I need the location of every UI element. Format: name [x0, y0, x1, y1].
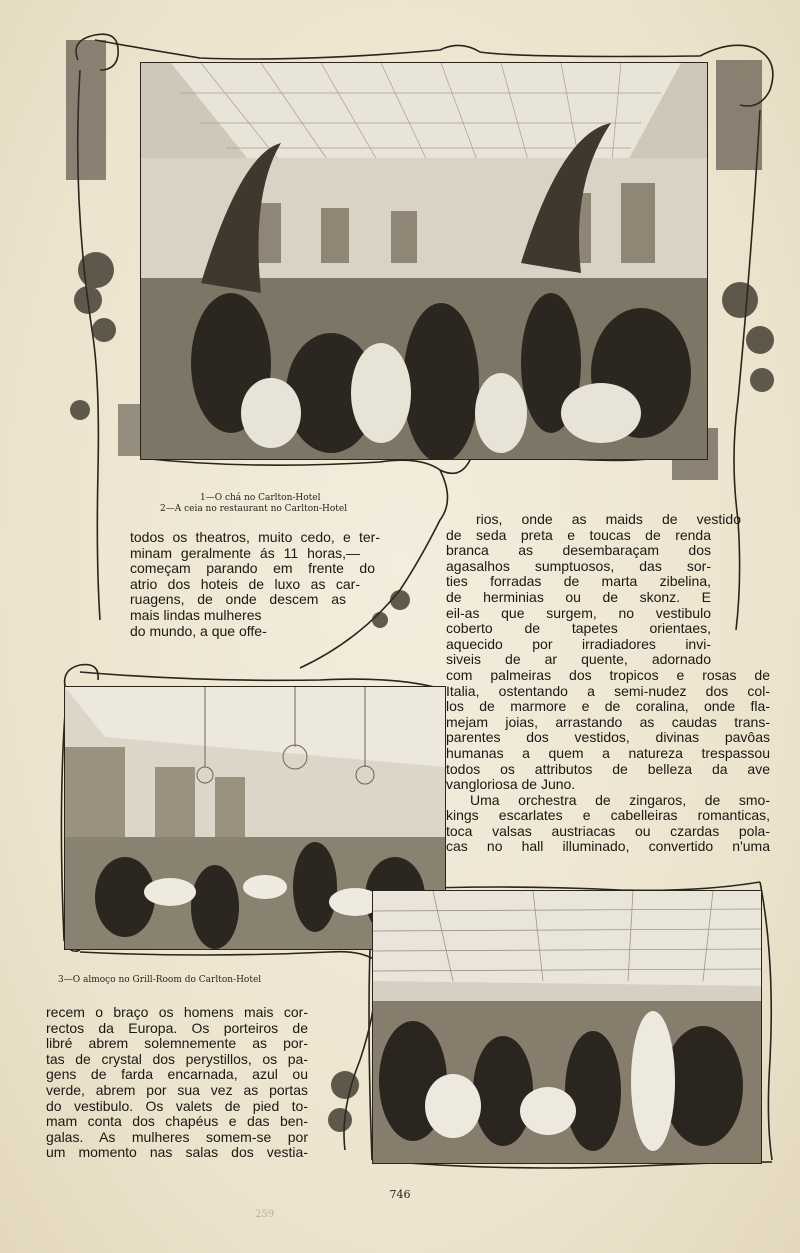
- text-line: de herminias ou de skonz. E: [446, 588, 711, 605]
- text-line: coberto de tapetes orientaes,: [446, 620, 711, 637]
- text-line: agasalhos sumptuosos, das sor-: [446, 557, 711, 574]
- text-line: minam geralmente ás 11 horas,—: [130, 544, 360, 561]
- text-line: kings escarlates e cabelleiras romanticas,: [446, 807, 770, 824]
- text-line: um momento nas salas dos vestia-: [46, 1144, 308, 1161]
- text-line: mejam joias, arrastando as caudas trans-: [446, 713, 770, 730]
- text-line: gens de farda encarnada, azul ou: [46, 1066, 308, 1083]
- text-line: recem o braço os homens mais cor-: [46, 1004, 308, 1020]
- text-line: rectos da Europa. Os porteiros de: [46, 1019, 308, 1036]
- caption-line-3: 3—O almoço no Grill-Room do Carlton-Hotel: [58, 975, 262, 985]
- text-line: branca as desembaraçam dos: [446, 542, 711, 559]
- text-line: humanas a quem a natureza trespassou: [446, 744, 770, 761]
- text-line: do vestibulo. Os valets de pied to-: [46, 1097, 308, 1114]
- article-text-right: [446, 512, 770, 855]
- caption-photo-1-2: [160, 493, 400, 515]
- caption-line-2: 2—A ceia no restaurant no Carlton-Hotel: [160, 504, 348, 514]
- text-line: los de marmore e de coralina, onde fla-: [446, 698, 770, 715]
- article-text-left-bottom: [46, 1005, 308, 1161]
- page-number: 746: [389, 1188, 411, 1201]
- text-line: de seda preta e toucas de renda: [446, 526, 711, 543]
- caption-line-1: 1—O chá no Carlton-Hotel: [200, 493, 321, 503]
- text-line: siveis de ar quente, adornado: [446, 651, 711, 668]
- text-line: do mundo, a que offe-: [130, 622, 267, 639]
- text-line: Uma orchestra de zingaros, de smo-: [470, 791, 770, 808]
- text-line: com palmeiras dos tropicos e rosas de: [446, 666, 770, 683]
- text-line: todos os theatros, muito cedo, e ter-: [130, 529, 380, 545]
- photo-carlton-tea-room: [140, 62, 708, 460]
- photo-carlton-dining-hall: [372, 890, 762, 1164]
- text-line: galas. As mulheres somem-se por: [46, 1128, 308, 1145]
- text-line: ties forradas de marta zibelina,: [446, 573, 711, 590]
- article-text-left-top: [130, 530, 380, 639]
- text-line: ruagens, de onde descem as: [130, 591, 346, 608]
- text-line: todos os attributos de belleza da ave: [446, 760, 770, 777]
- caption-photo-3: [58, 975, 338, 986]
- text-line: começam parando em frente do: [130, 560, 375, 577]
- text-line: Italia, ostentando a semi-nudez dos col-: [446, 682, 770, 699]
- text-line: mais lindas mulheres: [130, 606, 262, 623]
- text-line: vangloriosa de Juno.: [446, 776, 576, 793]
- text-line: parentes dos vestidos, divinas pavôas: [446, 729, 770, 746]
- text-line: mam conta dos chapéus e das ben-: [46, 1113, 308, 1130]
- text-line: eil-as que surgem, no vestibulo: [446, 604, 711, 621]
- faded-stamp-number: 259: [255, 1209, 275, 1220]
- text-line: toca valsas austriacas ou czardas pola-: [446, 822, 770, 839]
- text-line: rios, onde as maids de vestido: [476, 511, 741, 527]
- text-line: aquecido por irradiadores invi-: [446, 635, 711, 652]
- text-line: cas no hall illuminado, convertido n'uma: [446, 838, 770, 855]
- text-line: atrio dos hoteis de luxo as car-: [130, 575, 360, 592]
- text-line: tas de crystal dos perystillos, os pa-: [46, 1050, 308, 1067]
- text-line: libré abrem solemnemente as por-: [46, 1035, 308, 1052]
- text-line: verde, abrem por sua vez as portas: [46, 1081, 308, 1098]
